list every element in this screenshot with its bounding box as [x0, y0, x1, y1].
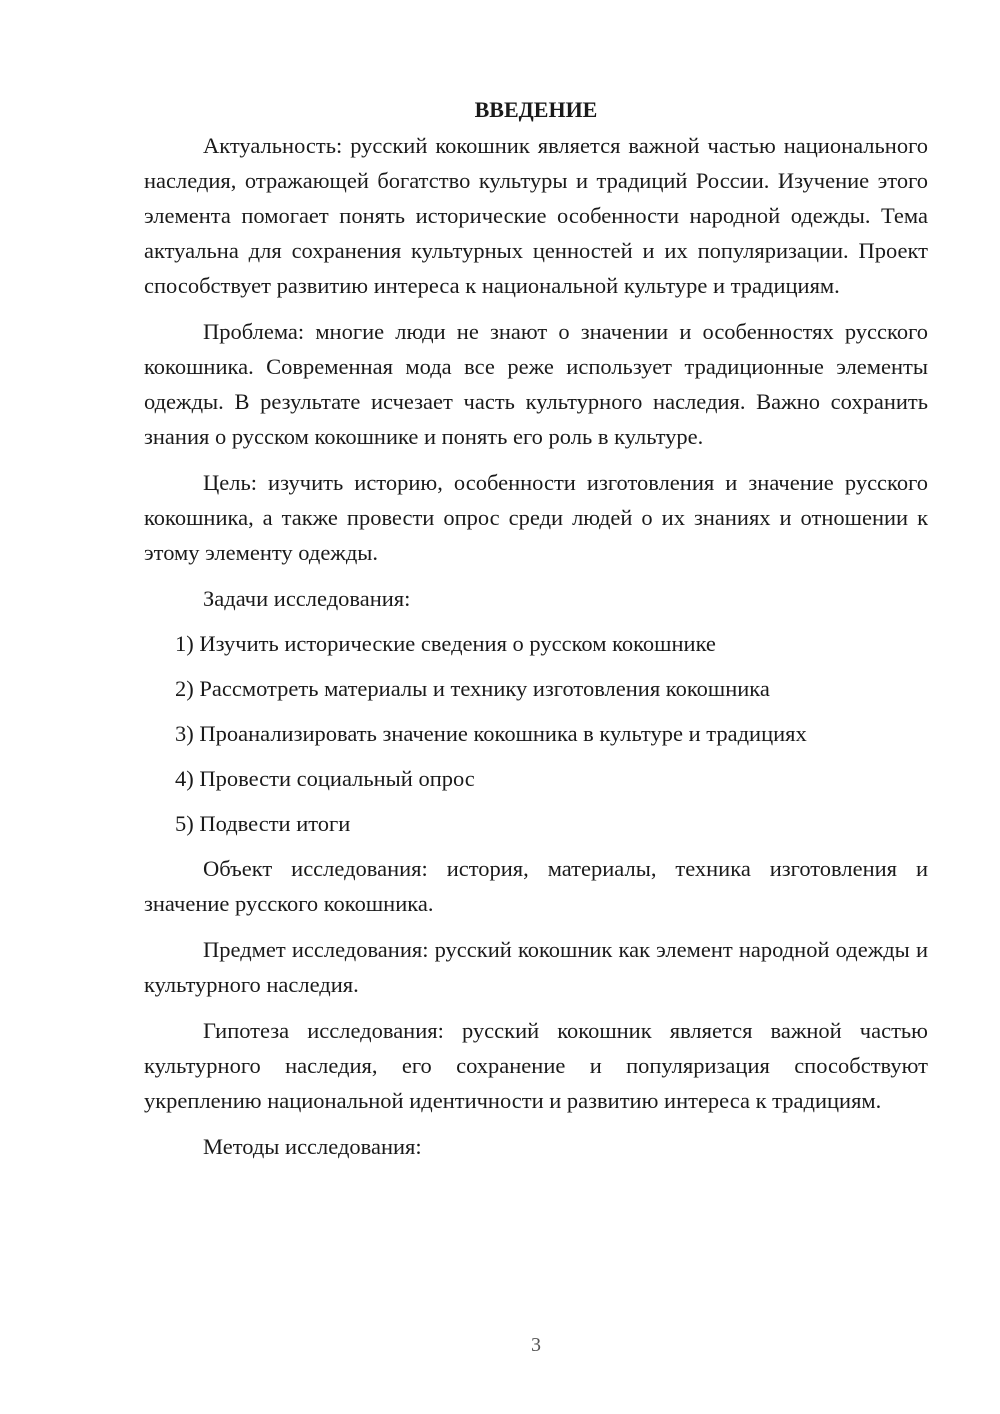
- tasks-list: [144, 626, 928, 841]
- page-content: [144, 92, 928, 1174]
- methods-label: Методы исследования:: [203, 1134, 422, 1159]
- paragraph-relevance: Актуальность: русский кокошник является важной частью национального наследия, отражающей богатство культуры и традиций России. Изучение этого элемента помогает понять исторические особенности народной одежды. Тема актуальна для сохранения культурных ценностей и их популяризации. Проект способствует развитию интереса к национальной культуре и традициям.: [144, 133, 928, 298]
- paragraph-problem: Проблема: многие люди не знают о значении и особенностях русского кокошника. Современная мода все реже использует традиционные элементы одежды. В результате исчезает часть культурного наследия. Важно сохранить знания о русском кокошнике и понять его роль в культуре.: [144, 319, 928, 449]
- section-heading: ВВЕДЕНИЕ: [474, 97, 598, 122]
- list-item-task-5: 5) Подвести итоги: [175, 811, 351, 836]
- list-item-task-1: 1) Изучить исторические сведения о русском кокошнике: [175, 631, 716, 656]
- paragraph-hypothesis: Гипотеза исследования: русский кокошник является важной частью культурного наследия, его сохранение и популяризация способствуют укреплению национальной идентичности и развитию интереса к традициям.: [144, 1018, 928, 1113]
- list-item-task-2: 2) Рассмотреть материалы и технику изготовления кокошника: [175, 676, 770, 701]
- page-number: 3: [531, 1334, 541, 1356]
- paragraph-object: Объект исследования: история, материалы, техника изготовления и значение русского кокошника.: [144, 856, 928, 916]
- paragraph-goal: Цель: изучить историю, особенности изготовления и значение русского кокошника, а также провести опрос среди людей о их знаниях и отношении к этому элементу одежды.: [144, 470, 928, 565]
- list-item-task-4: 4) Провести социальный опрос: [175, 766, 475, 791]
- tasks-label: Задачи исследования:: [203, 586, 411, 611]
- list-item-task-3: 3) Проанализировать значение кокошника в культуре и традициях: [175, 721, 807, 746]
- paragraph-subject: Предмет исследования: русский кокошник как элемент народной одежды и культурного наследия.: [144, 937, 928, 997]
